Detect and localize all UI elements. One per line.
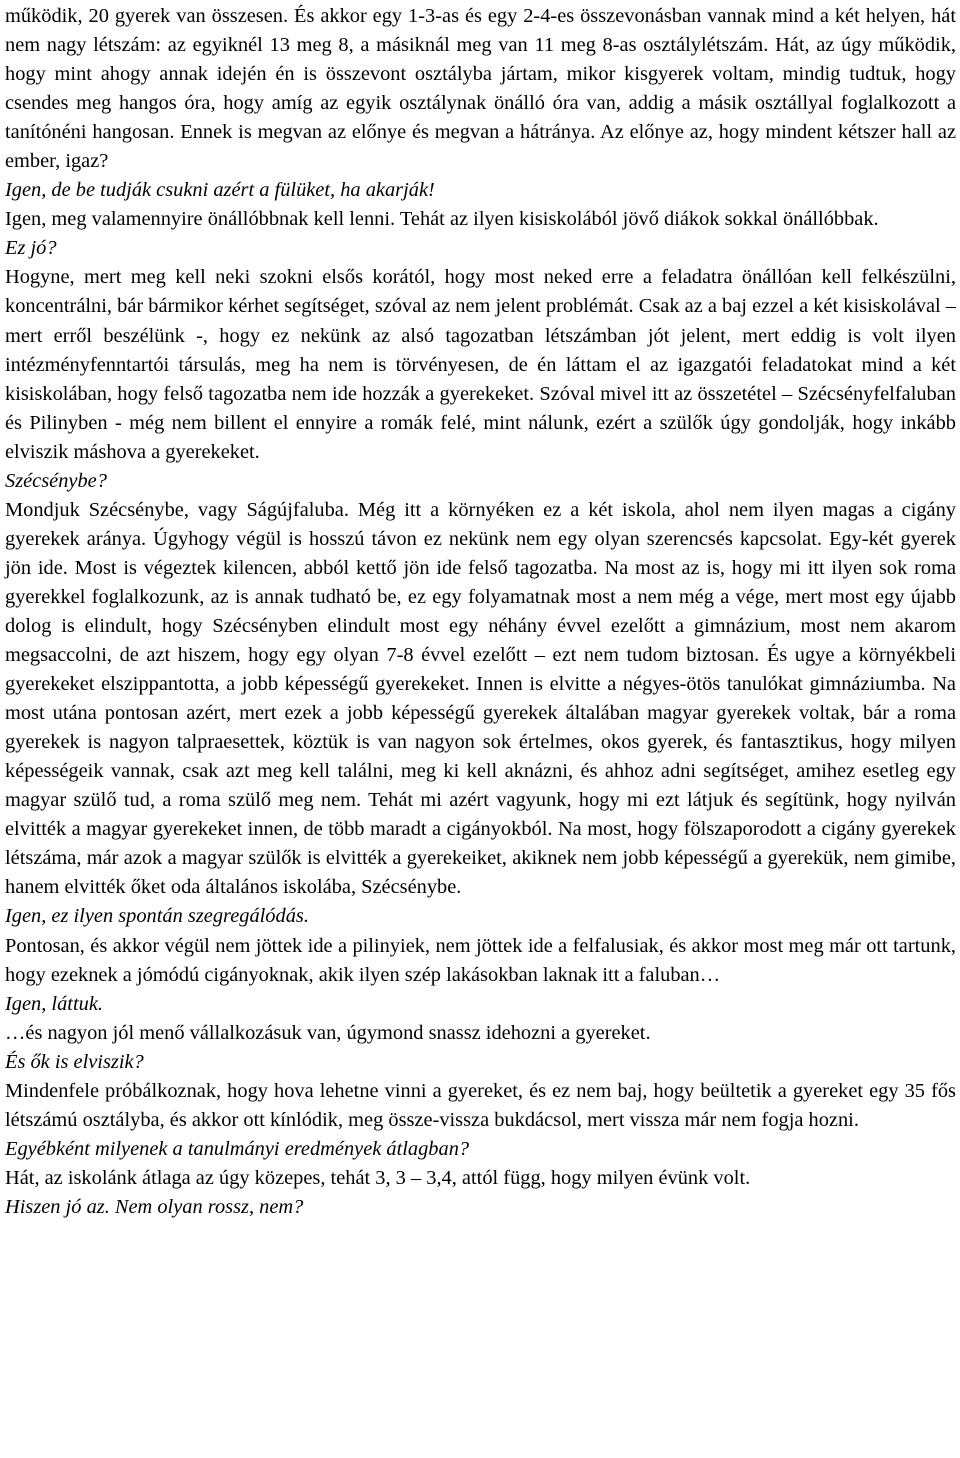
answer-paragraph: Hát, az iskolánk átlaga az úgy közepes, tehát 3, 3 – 3,4, attól függ, hogy milyen évünk volt. (5, 1166, 751, 1189)
answer-paragraph: Hogyne, mert meg kell neki szokni elsős korától, hogy most neked erre a feladatra önállóan kell felkészülni, koncentrálni, bár bármikor kérhet segítséget, szóval az nem jelent problémát. Csak az a baj ezzel a két kisiskolával – mert erről beszélünk -, hogy ez nekünk az alsó tagozatban létszámban jót jelent, mert eddig is volt ilyen intézményfenntartói társulás, meg ha nem is törvényesen, de én láttam el az igazgatói feladatokat mind a két kisiskolában, hogy felső tagozatba nem ide hozzák a gyerekeket. Szóval mivel itt az összetétel – Szécsényfelfaluban és Pilinyben - még nem billent el ennyire a romák felé, mint nálunk, ezért a szülők úgy gondolják, hogy inkább elviszik máshova a gyerekeket. (5, 266, 956, 463)
question-paragraph: Szécsénybe? (5, 469, 107, 492)
answer-paragraph: Igen, meg valamennyire önállóbbnak kell lenni. Tehát az ilyen kisiskolából jövő diákok sokkal önállóbbak. (5, 208, 879, 231)
answer-paragraph: működik, 20 gyerek van összesen. És akkor egy 1-3-as és egy 2-4-es összevonásban vannak mind a két helyen, hát nem nagy létszám: az egyiknél 13 meg 8, a másiknál meg van 11 meg 8-as osztálylétszám. Hát, az úgy működik, hogy mint ahogy annak idején én is összevont osztályba jártam, mikor kisgyerek voltam, mindig tudtuk, hogy csendes meg hangos óra, hogy amíg az egyik osztálynak önálló óra van, addig a másik osztállyal foglalkozott a tanítónéni hangosan. Ennek is megvan az előnye és megvan a hátránya. Az előnye az, hogy mindent kétszer hall az ember, igaz? (5, 5, 956, 173)
question-paragraph: Igen, ez ilyen spontán szegregálódás. (5, 905, 309, 928)
question-paragraph: Hiszen jó az. Nem olyan rossz, nem? (5, 1195, 304, 1218)
answer-paragraph: Mondjuk Szécsénybe, vagy Ságújfaluba. Még itt a környéken ez a két iskola, ahol nem ilyen magas a cigány gyerekek aránya. Úgyhogy végül is hosszú távon ez nekünk nem egy olyan szerencsés kapcsolat. Egy-két gyerek jön ide. Most is végeztek kilencen, abból kettő jön ide felső tagozatba. Na most az is, hogy mi itt ilyen sok roma gyerekkel foglalkozunk, az is annak tudható be, ez egy folyamatnak most a nem még a vége, mert most egy újabb dolog is elindult, hogy Szécsényben elindult most egy néhány évvel ezelőtt a gimnázium, most nem akarom megsaccolni, de azt hiszem, hogy egy olyan 7-8 évvel ezelőtt – ezt nem tudom biztosan. És ugye a környékbeli gyerekeket elszippantotta, a jobb képességű gyerekeket. Innen is elvitte a négyes-ötös tanulókat gimnáziumba. Na most utána pontosan azért, mert ezek a jobb képességű gyerekek általában magyar gyerekek voltak, bár a roma gyerekek is nagyon talpraesettek, köztük is van nagyon sok értelmes, okos gyerek, és fantasztikus, hogy milyen képességeik vannak, csak azt meg kell találni, meg ki kell aknázni, és ahhoz adni segítséget, amihez esetleg egy magyar szülő tud, a roma szülő meg nem. Tehát mi azért vagyunk, hogy mi ezt látjuk és segítünk, hogy nyilván elvitték a magyar gyerekeket innen, de több maradt a cigányokból. Na most, hogy fölszaporodott a cigány gyerekek létszáma, már azok a magyar szülők is elvitték a gyerekeiket, akiknek nem jobb képességű a gyerekük, nem gimibe, hanem elvitték őket oda általános iskolába, Szécsénybe. (5, 498, 956, 899)
question-paragraph: Egyébként milyenek a tanulmányi eredmények átlagban? (5, 1137, 470, 1160)
question-paragraph: Igen, de be tudják csukni azért a fülüket, ha akarják! (5, 179, 435, 202)
answer-paragraph: Pontosan, és akkor végül nem jöttek ide a pilinyiek, nem jöttek ide a felfalusiak, és akkor most meg már ott tartunk, hogy ezeknek a jómódú cigányoknak, akik ilyen szép lakásokban laknak itt a faluban… (5, 934, 956, 986)
answer-paragraph: Mindenfele próbálkoznak, hogy hova lehetne vinni a gyereket, és ez nem baj, hogy beültetik a gyereket egy 35 fős létszámú osztályba, és akkor ott kínlódik, meg össze-vissza bukdácsol, mert vissza már nem fogja hozni. (5, 1079, 956, 1131)
answer-paragraph: …és nagyon jól menő vállalkozásuk van, úgymond snassz idehozni a gyereket. (5, 1021, 651, 1044)
question-paragraph: Ez jó? (5, 237, 57, 260)
question-paragraph: És ők is elviszik? (5, 1050, 144, 1073)
question-paragraph: Igen, láttuk. (5, 992, 103, 1015)
